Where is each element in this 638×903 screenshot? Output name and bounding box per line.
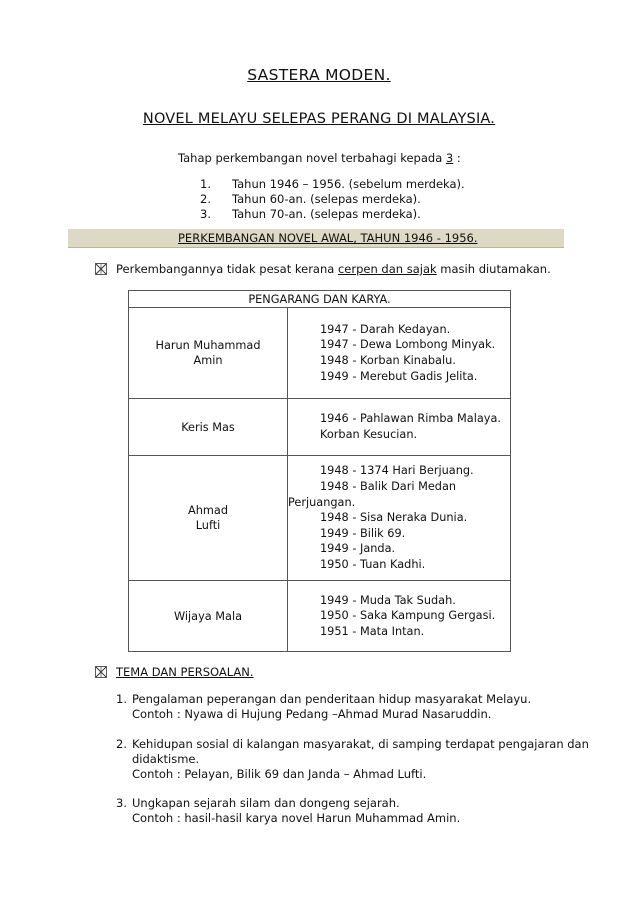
author-works-table (128, 290, 511, 652)
author-cell: Keris Mas (129, 399, 288, 456)
works-cell: 1949 - Muda Tak Sudah. 1950 - Saka Kampung Gergasi. 1951 - Mata Intan. (288, 581, 511, 652)
intro-count: 3 (445, 151, 454, 165)
ornate-cross-bullet-icon (95, 263, 107, 275)
author-cell: Harun Muhammad Amin (129, 308, 288, 399)
table-row (129, 581, 511, 652)
works-cell: 1946 - Pahlawan Rimba Malaya. Korban Kesucian. (288, 399, 511, 456)
works-cell: 1947 - Darah Kedayan. 1947 - Dewa Lombong Minyak. 1948 - Korban Kinabalu. 1949 - Merebut Gadis Jelita. (288, 308, 511, 399)
intro-line (178, 151, 461, 165)
intro-text: Tahap perkembangan novel terbahagi kepada (178, 151, 446, 165)
section-heading: PERKEMBANGAN NOVEL AWAL, TAHUN 1946 - 1956. (178, 231, 478, 245)
table-row (129, 308, 511, 399)
page-subtitle: NOVEL MELAYU SELEPAS PERANG DI MALAYSIA. (142, 111, 496, 127)
ornate-cross-bullet-icon (95, 666, 107, 678)
bullet-text: Perkembangannya tidak pesat kerana cerpen dan sajak masih diutamakan. (116, 262, 551, 276)
author-cell: Ahmad Lufti (129, 456, 288, 581)
table-header-row (129, 291, 511, 308)
section-heading-band (68, 229, 564, 248)
table-header: PENGARANG DAN KARYA. (129, 291, 511, 308)
author-cell: Wijaya Mala (129, 581, 288, 652)
table-row (129, 399, 511, 456)
page-title: SASTERA MODEN. (247, 66, 391, 84)
intro-colon: : (453, 151, 461, 165)
works-cell: 1948 - 1374 Hari Berjuang. 1948 - Balik Dari Medan Perjuangan. 1948 - Sisa Neraka Dunia. 1949 - Bilik 69. 1949 - Janda. 1950 - Tuan Kadhi. (288, 456, 511, 581)
document-page: SASTERA MODEN. NOVEL MELAYU SELEPAS PERANG DI MALAYSIA. Tahap perkembangan novel terbahagi kepada 3 : 1. Tahun 1946 – 1956. (sebelum merdeka). 2. Tahun 60-an. (selepas merdeka). 3. Tahun 70-an. (selepas merdeka). PERKEMBANGAN NOVEL AWAL, TAHUN 1946 - 1956. Perkembangannya tidak pesat kerana cerpen dan sajak masih diutamakan. PENGARANG DAN KARYA. Harun Muhammad Amin 1947 - Darah Kedayan. 1947 - Dewa Lombong Minyak. 1948 - Korban Kinabalu. 1949 - Merebut Gadis Jelita. Keris Mas 1946 - Pahlawan Rimba Malaya. Korban Kesucian. Ahmad Lufti 1948 - 1374 Hari Berjuang. 1948 - Balik Dari Medan Perjuangan. 1948 - Sisa Neraka Dunia. 1949 - Bilik 69. 1949 - Janda. 1950 - Tuan Kadhi. Wijaya Mala 1949 - Muda Tak Sudah. 1950 - Saka Kampung Gergasi. 1951 - Mata Intan. TEMA DAN PERSOALAN. 1. Pengalaman peperangan dan penderitaan hidup masyarakat Melayu. Contoh : Nyawa di Hujung Pedang –Ahmad Murad Nasaruddin. 2. Kehidupan sosial di kalangan masyarakat, di samping terdapat pengajaran dan didaktisme. Contoh : Pelayan, Bilik 69 dan Janda – Ahmad Lufti. 3. Ungkapan sejarah silam dan dongeng sejarah. Contoh : hasil-hasil karya novel Harun Muhammad Amin. (0, 0, 638, 903)
section-subheading: TEMA DAN PERSOALAN. (116, 665, 254, 679)
table-row (129, 456, 511, 581)
